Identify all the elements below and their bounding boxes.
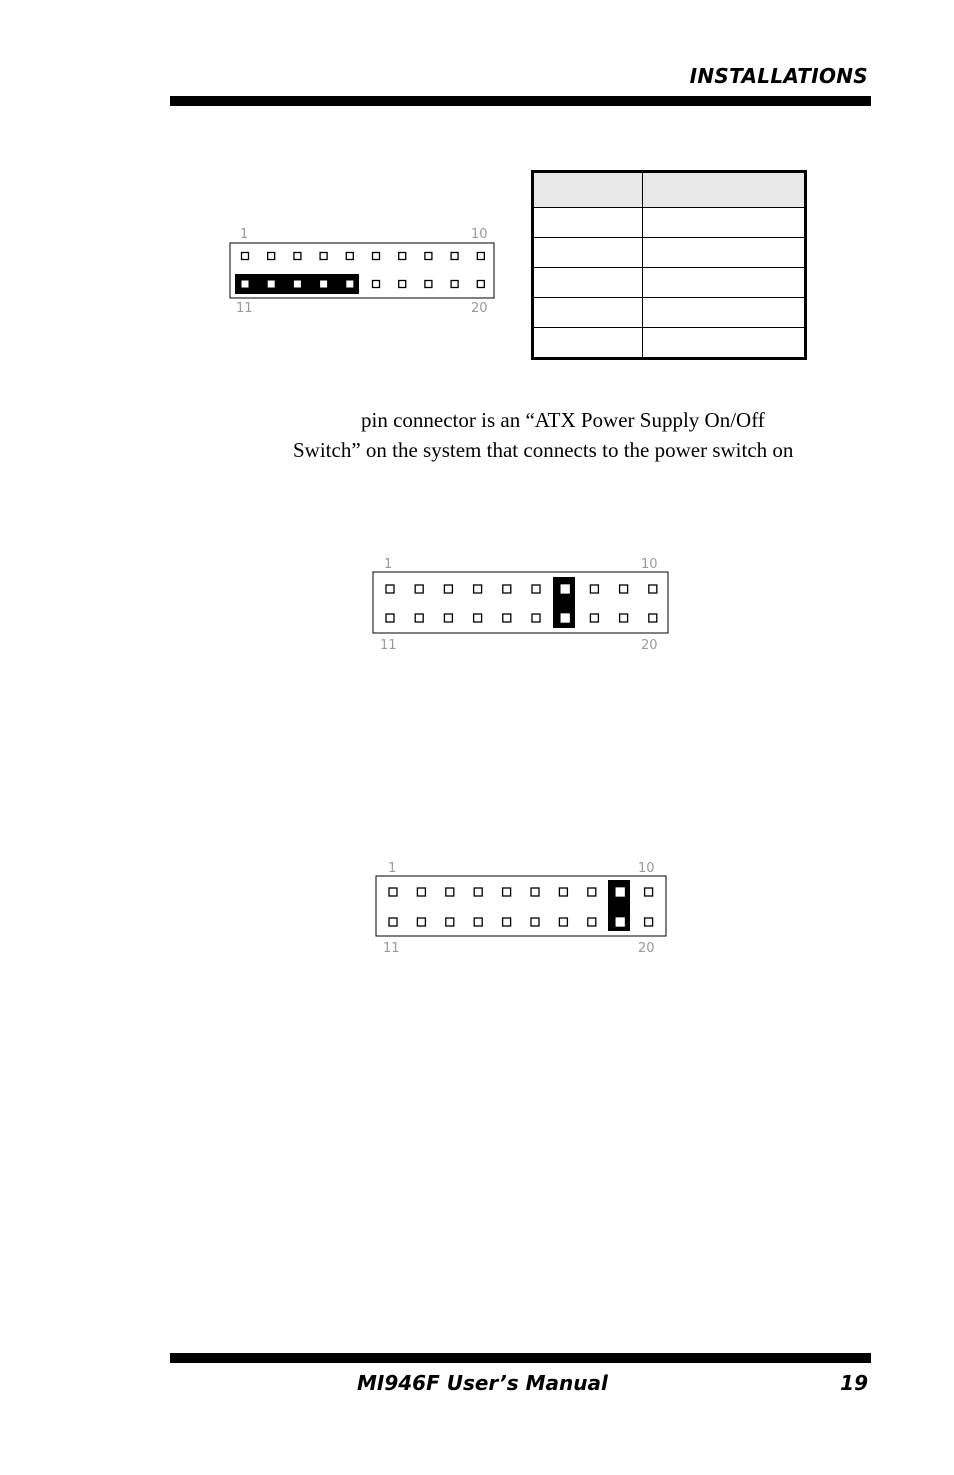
table-row <box>533 268 806 298</box>
pin-3 <box>444 585 452 593</box>
pin-14 <box>474 614 482 622</box>
pin-11 <box>242 281 249 288</box>
connector-2-label-bottom-first: 11 <box>380 638 397 653</box>
pin-16 <box>373 281 380 288</box>
pin-15 <box>503 614 511 622</box>
pin-5 <box>346 253 353 260</box>
table-row <box>533 238 806 268</box>
pin-7 <box>559 888 567 896</box>
connector-3-svg <box>374 856 670 958</box>
connector-1-svg <box>228 222 500 316</box>
pin-3 <box>446 888 454 896</box>
pin-17 <box>561 614 569 622</box>
pin-19 <box>616 918 624 926</box>
table-header-cell <box>643 172 806 208</box>
pin-4 <box>320 253 327 260</box>
pin-8 <box>425 253 432 260</box>
pin-3 <box>294 253 301 260</box>
pin-8 <box>588 888 596 896</box>
connector-2-label-top-last: 10 <box>641 557 658 572</box>
pin-13 <box>294 281 301 288</box>
table-header-cell <box>533 172 643 208</box>
pin-4 <box>474 888 482 896</box>
connector-2-label-bottom-last: 20 <box>641 638 658 653</box>
connector-3-label-bottom-last: 20 <box>638 941 655 956</box>
pin-8 <box>590 585 598 593</box>
pin-17 <box>559 918 567 926</box>
pin-9 <box>451 253 458 260</box>
paragraph-line-2: Switch” on the system that connects to the power switch on <box>293 438 794 462</box>
pin-1 <box>242 253 249 260</box>
pin-11 <box>386 614 394 622</box>
pin-20 <box>649 614 657 622</box>
pin-20 <box>477 281 484 288</box>
pin-18 <box>425 281 432 288</box>
pin-10 <box>477 253 484 260</box>
pin-6 <box>532 585 540 593</box>
pin-2 <box>268 253 275 260</box>
connector-3-label-bottom-first: 11 <box>383 941 400 956</box>
pin-5 <box>503 585 511 593</box>
pin-13 <box>446 918 454 926</box>
table-row <box>533 298 806 328</box>
pin-4 <box>474 585 482 593</box>
pin-2 <box>415 585 423 593</box>
pin-12 <box>268 281 275 288</box>
pin-18 <box>588 918 596 926</box>
pin-9 <box>616 888 624 896</box>
connector-1-label-top-first: 1 <box>240 227 249 242</box>
connector-diagram-2 <box>372 552 672 654</box>
connector-2-svg <box>372 552 672 654</box>
footer-rule <box>170 1353 871 1363</box>
pin-11 <box>389 918 397 926</box>
connector-3-label-top-last: 10 <box>638 861 655 876</box>
pin-9 <box>620 585 628 593</box>
pin-15 <box>503 918 511 926</box>
pin-12 <box>415 614 423 622</box>
pin-19 <box>620 614 628 622</box>
page-number: 19 <box>840 1371 868 1395</box>
pin-6 <box>373 253 380 260</box>
pin-17 <box>399 281 406 288</box>
section-title: INSTALLATIONS <box>689 64 868 88</box>
table-row <box>533 328 806 359</box>
pin-18 <box>590 614 598 622</box>
pin-2 <box>417 888 425 896</box>
manual-title: MI946F User’s Manual <box>357 1371 608 1395</box>
connector-3-label-top-first: 1 <box>388 861 397 876</box>
pin-19 <box>451 281 458 288</box>
pin-10 <box>645 888 653 896</box>
pin-assignment-table <box>531 170 807 360</box>
pin-7 <box>561 585 569 593</box>
connector-1-label-top-last: 10 <box>471 227 488 242</box>
pin-16 <box>532 614 540 622</box>
table-header-row <box>533 172 806 208</box>
pin-16 <box>531 918 539 926</box>
pin-14 <box>320 281 327 288</box>
pin-12 <box>417 918 425 926</box>
pin-6 <box>531 888 539 896</box>
pin-7 <box>399 253 406 260</box>
header-rule <box>170 96 871 106</box>
pin-13 <box>444 614 452 622</box>
connector-2-housing <box>373 572 668 633</box>
connector-2-label-top-first: 1 <box>384 557 393 572</box>
connector-diagram-1 <box>228 222 500 316</box>
connector-diagram-3 <box>374 856 670 958</box>
pin-15 <box>346 281 353 288</box>
connector-1-label-bottom-first: 11 <box>236 301 253 316</box>
pin-20 <box>645 918 653 926</box>
pin-10 <box>649 585 657 593</box>
pin-5 <box>503 888 511 896</box>
connector-1-label-bottom-last: 20 <box>471 301 488 316</box>
pin-14 <box>474 918 482 926</box>
paragraph-line-1: pin connector is an “ATX Power Supply On/Off <box>361 408 765 432</box>
pin-1 <box>386 585 394 593</box>
pin-1 <box>389 888 397 896</box>
table-row <box>533 208 806 238</box>
